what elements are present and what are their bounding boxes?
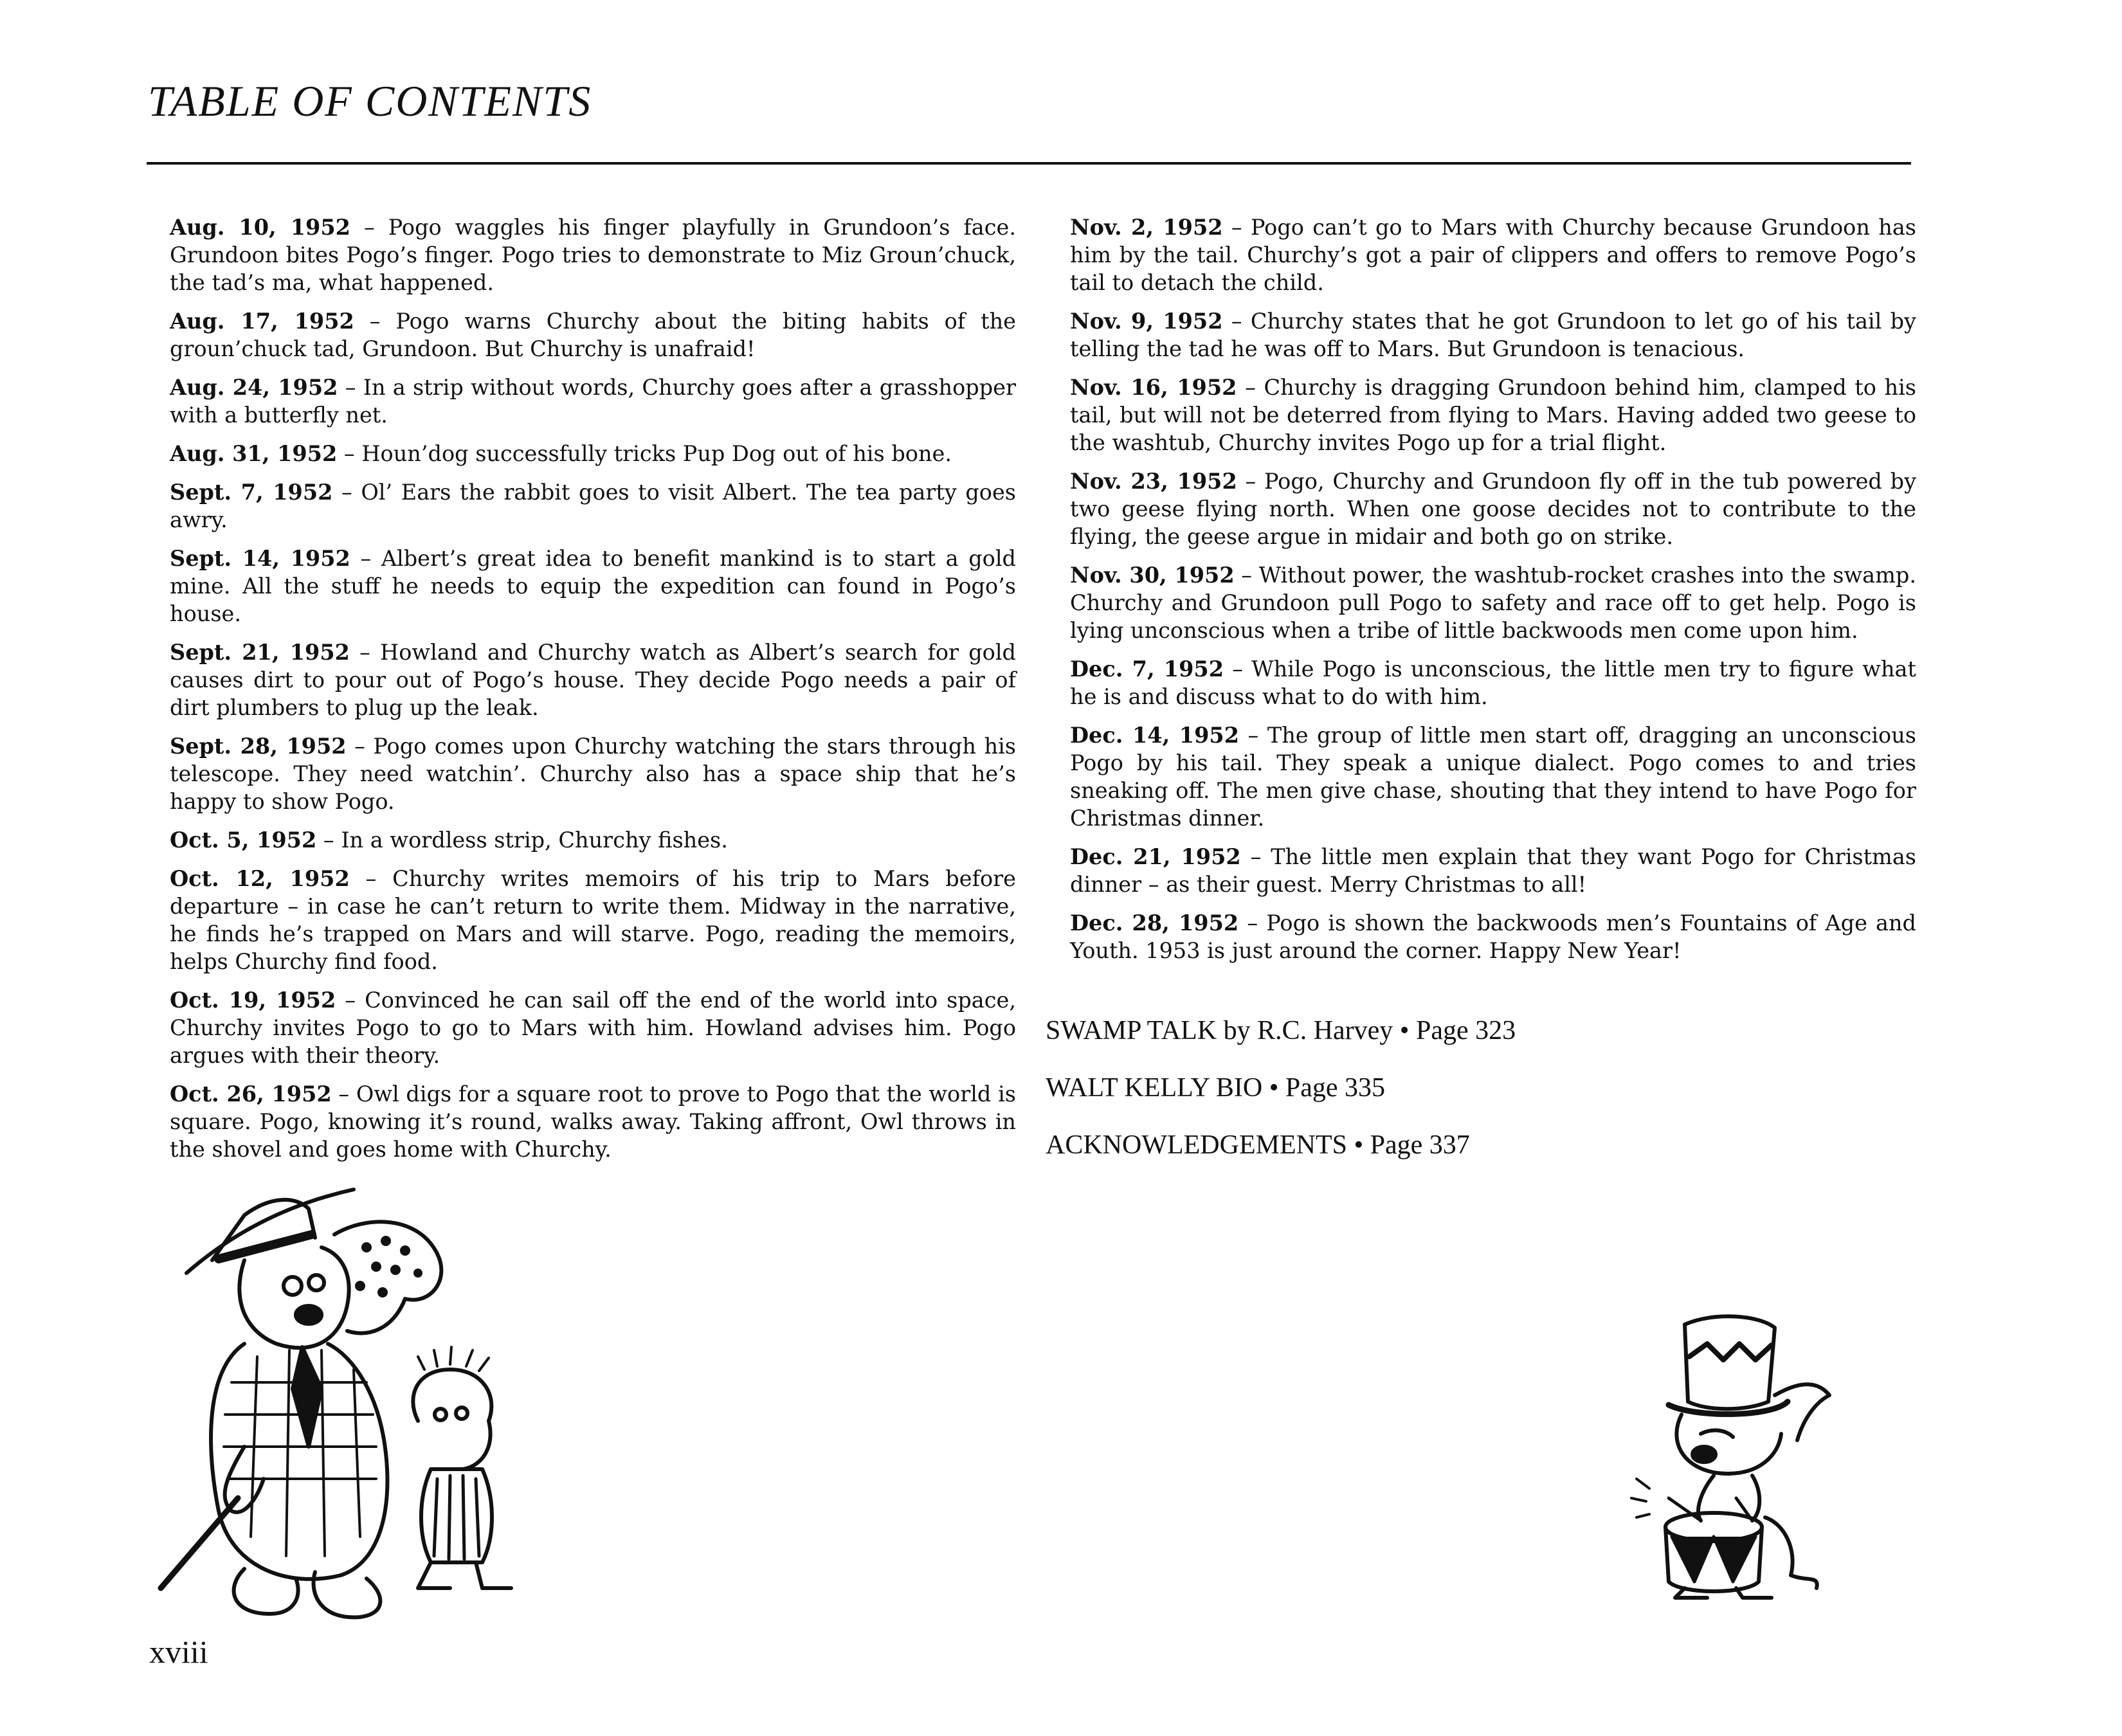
entry-separator: – bbox=[350, 215, 388, 240]
entry-separator: – bbox=[346, 734, 374, 759]
toc-entry bbox=[170, 374, 1016, 429]
entry-text: Houn’dog successfully tricks Pup Dog out of his bone. bbox=[361, 441, 952, 466]
entry-text: Pogo, Churchy and Grundoon fly off in the tub powered by two geese flying north. When one goose decides not to contribute to the flying, the geese argue in midair and both go on strike. bbox=[1070, 469, 1916, 549]
entry-date: Sept. 21, 1952 bbox=[170, 640, 350, 665]
toc-entry bbox=[1070, 467, 1916, 550]
entry-date: Sept. 7, 1952 bbox=[170, 480, 333, 505]
entry-separator: – bbox=[1240, 844, 1271, 869]
entry-separator: – bbox=[1237, 375, 1264, 400]
entry-separator: – bbox=[354, 309, 396, 334]
section-swamp-talk: SWAMP TALK by R.C. Harvey • Page 323 bbox=[1046, 1016, 1516, 1045]
entry-text: Without power, the washtub-rocket crashes into the swamp. Churchy and Grundoon pull Pogo to safety and race off to get help. Pogo is lying unconscious when a tribe of little backwoods men come upon him. bbox=[1070, 563, 1916, 643]
toc-entry bbox=[170, 545, 1016, 628]
entry-text: Pogo is shown the backwoods men’s Fountains of Age and Youth. 1953 is just around the corner. Happy New Year! bbox=[1070, 910, 1916, 963]
entry-date: Nov. 16, 1952 bbox=[1070, 375, 1237, 400]
toc-entry bbox=[1070, 213, 1916, 296]
toc-entry bbox=[170, 478, 1016, 534]
entry-text: Churchy is dragging Grundoon behind him, clamped to his tail, but will not be deterred from flying to Mars. Having added two geese to the washtub, Churchy invites Pogo up for a trial flight. bbox=[1070, 375, 1916, 455]
entry-date: Dec. 7, 1952 bbox=[1070, 656, 1224, 682]
entry-date: Oct. 5, 1952 bbox=[170, 827, 317, 853]
toc-entry bbox=[170, 307, 1016, 363]
entry-date: Sept. 28, 1952 bbox=[170, 734, 347, 759]
drummer-illustration bbox=[1624, 1305, 1836, 1601]
toc-entry bbox=[1070, 721, 1916, 832]
toc-entry bbox=[170, 1080, 1016, 1163]
entry-text: Pogo can’t go to Mars with Churchy because Grundoon has him by the tail. Churchy’s got a pair of clippers and offers to remove Pogo’s tail to detach the child. bbox=[1070, 215, 1916, 295]
entry-separator: – bbox=[337, 441, 362, 466]
left-column bbox=[170, 213, 1016, 1174]
toc-entry bbox=[1070, 843, 1916, 898]
entry-text: Churchy states that he got Grundoon to let go of his tail by telling the tad he was off to Mars. But Grundoon is tenacious. bbox=[1070, 309, 1916, 361]
entry-text: Howland and Churchy watch as Albert’s search for gold causes dirt to pour out of Pogo’s house. They decide Pogo needs a pair of dirt plumbers to plug up the leak. bbox=[170, 640, 1016, 720]
entry-separator: – bbox=[336, 988, 365, 1013]
entry-separator: – bbox=[1237, 469, 1264, 494]
entry-separator: – bbox=[1239, 723, 1267, 748]
entry-separator: – bbox=[350, 546, 381, 571]
entry-separator: – bbox=[1234, 563, 1259, 588]
toc-entry bbox=[1070, 374, 1916, 457]
entry-date: Dec. 14, 1952 bbox=[1070, 723, 1240, 748]
entry-separator: – bbox=[349, 866, 393, 891]
section-walt-kelly-bio: WALT KELLY BIO • Page 335 bbox=[1046, 1073, 1386, 1103]
entry-text: The little men explain that they want Pogo for Christmas dinner – as their guest. Merry Christmas to all! bbox=[1070, 844, 1916, 897]
entry-date: Dec. 21, 1952 bbox=[1070, 844, 1241, 869]
page-number: xviii bbox=[149, 1634, 208, 1670]
toc-entry bbox=[1070, 909, 1916, 964]
back-matter-list bbox=[1046, 1015, 1516, 1186]
entry-date: Oct. 19, 1952 bbox=[170, 988, 336, 1013]
right-column bbox=[1070, 213, 1916, 975]
entry-date: Nov. 30, 1952 bbox=[1070, 563, 1235, 588]
entry-text: Albert’s great idea to benefit mankind is to start a gold mine. All the stuff he needs to equip the expedition can found in Pogo’s house. bbox=[170, 546, 1016, 626]
entry-date: Sept. 14, 1952 bbox=[170, 546, 350, 571]
toc-entry bbox=[1070, 655, 1916, 710]
entry-date: Oct. 12, 1952 bbox=[170, 866, 350, 891]
entry-separator: – bbox=[1224, 656, 1252, 682]
entry-date: Aug. 31, 1952 bbox=[170, 441, 338, 466]
entry-separator: – bbox=[331, 1081, 356, 1107]
entry-date: Dec. 28, 1952 bbox=[1070, 910, 1239, 936]
toc-entry bbox=[1070, 307, 1916, 363]
entry-separator: – bbox=[332, 480, 361, 505]
entry-text: Owl digs for a square root to prove to Pogo that the world is square. Pogo, knowing it’s round, walks away. Taking affront, Owl throws in the shovel and goes home with Churchy. bbox=[170, 1081, 1016, 1162]
entry-text: Ol’ Ears the rabbit goes to visit Albert. The tea party goes awry. bbox=[170, 480, 1016, 532]
entry-text: Convinced he can sail off the end of the world into space, Churchy invites Pogo to go to Mars with him. Howland advises him. Pogo argues with their theory. bbox=[170, 988, 1017, 1068]
entry-text: Churchy writes memoirs of his trip to Mars before departure – in case he can’t return to write them. Midway in the narrative, he finds he’s trapped on Mars and will starve. Pogo, reading the memoirs, helps Churchy find food. bbox=[170, 866, 1016, 974]
entry-date: Nov. 2, 1952 bbox=[1070, 215, 1223, 240]
entry-date: Oct. 26, 1952 bbox=[170, 1081, 332, 1107]
toc-entry bbox=[1070, 561, 1916, 644]
entry-text: Pogo comes upon Churchy watching the stars through his telescope. They need watchin’. Churchy also has a space ship that he’s happy to show Pogo. bbox=[170, 734, 1016, 814]
toc-entry bbox=[170, 213, 1016, 296]
entry-separator: – bbox=[1222, 215, 1251, 240]
entry-date: Aug. 24, 1952 bbox=[170, 375, 338, 400]
entry-date: Nov. 23, 1952 bbox=[1070, 469, 1237, 494]
entry-separator: – bbox=[1222, 309, 1251, 334]
entry-date: Aug. 17, 1952 bbox=[170, 309, 354, 334]
toc-entry bbox=[170, 986, 1016, 1069]
entry-separator: – bbox=[338, 375, 363, 400]
entry-text: While Pogo is unconscious, the little men try to figure what he is and discuss what to do with him. bbox=[1070, 656, 1916, 709]
entry-text: Pogo warns Churchy about the biting habits of the groun’chuck tad, Grundoon. But Churchy is unafraid! bbox=[170, 309, 1016, 361]
entry-separator: – bbox=[316, 827, 341, 853]
page-title: TABLE OF CONTENTS bbox=[148, 77, 592, 125]
entry-separator: – bbox=[349, 640, 381, 665]
entry-text: In a wordless strip, Churchy fishes. bbox=[341, 827, 728, 853]
toc-entry bbox=[170, 638, 1016, 721]
entry-text: In a strip without words, Churchy goes after a grasshopper with a butterfly net. bbox=[170, 375, 1016, 428]
toc-entry bbox=[170, 826, 1016, 854]
entry-separator: – bbox=[1238, 910, 1267, 936]
entry-text: The group of little men start off, dragging an unconscious Pogo by his tail. They speak a unique dialect. Pogo comes to and tries sneaking off. The men give chase, shouting that they intend to have Pogo for Christmas dinner. bbox=[1070, 723, 1916, 831]
toc-entry bbox=[170, 865, 1016, 975]
entry-date: Aug. 10, 1952 bbox=[170, 215, 350, 240]
entry-date: Nov. 9, 1952 bbox=[1070, 309, 1223, 334]
toc-entry bbox=[170, 732, 1016, 815]
houndog-illustration bbox=[148, 1177, 547, 1627]
toc-entry bbox=[170, 440, 1016, 467]
title-rule bbox=[147, 162, 1911, 165]
entry-text: Pogo waggles his finger playfully in Grundoon’s face. Grundoon bites Pogo’s finger. Pogo tries to demonstrate to Miz Groun’chuck, the tad’s ma, what happened. bbox=[170, 215, 1016, 295]
section-acknowledgements: ACKNOWLEDGEMENTS • Page 337 bbox=[1046, 1130, 1470, 1160]
